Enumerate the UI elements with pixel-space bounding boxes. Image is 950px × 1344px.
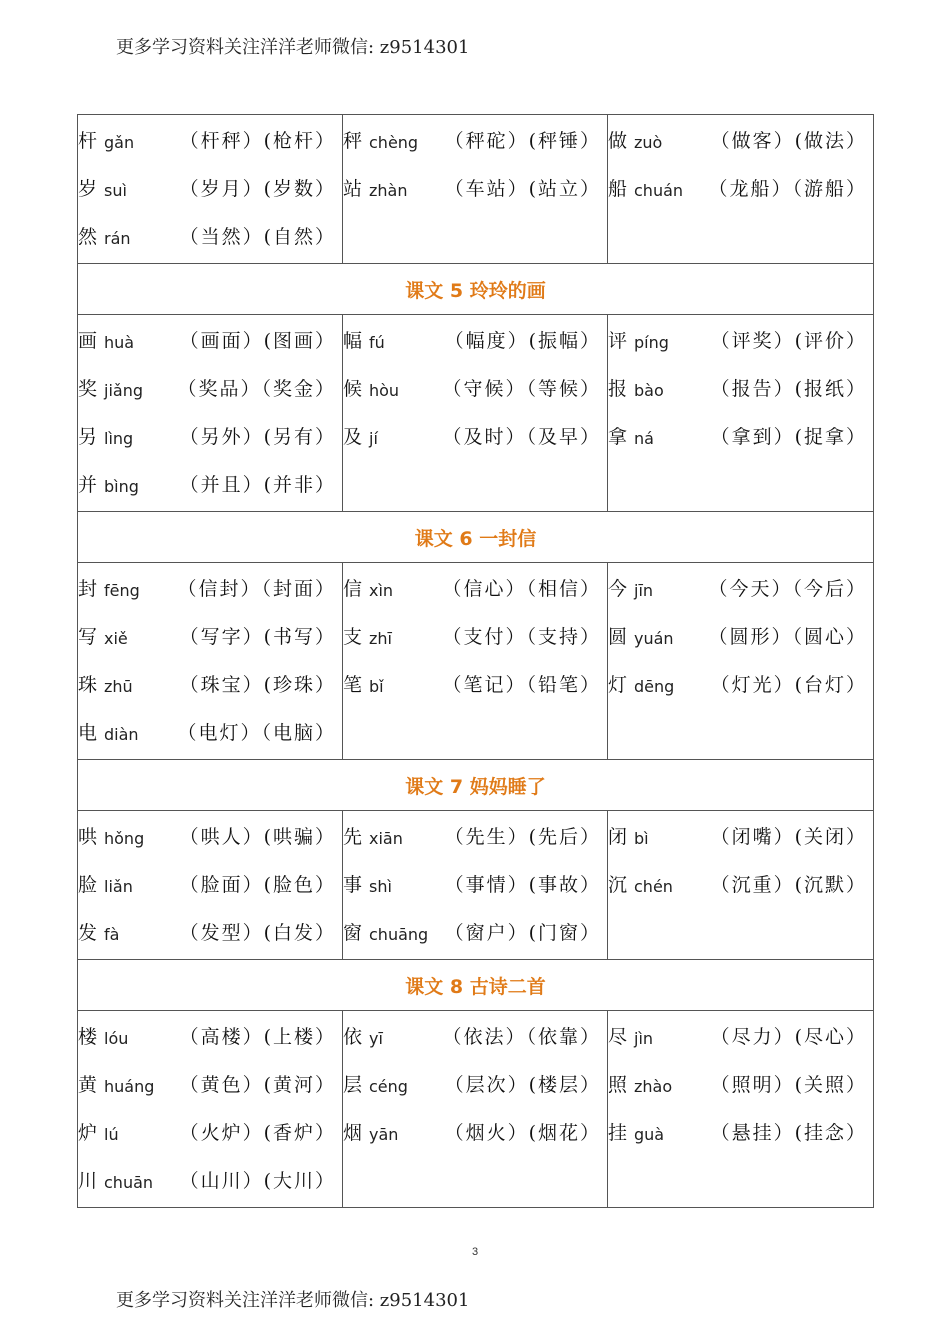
vocab-pinyin: lìng <box>104 428 134 448</box>
vocab-words: （哄人）(哄骗） <box>179 825 336 848</box>
lesson-5-col-2 <box>343 315 608 512</box>
lesson-7-row <box>78 811 874 960</box>
vocab-words: （秤砣）(秤锤） <box>444 129 601 152</box>
vocab-entry <box>343 659 607 707</box>
vocab-pinyin: lóu <box>104 1028 129 1048</box>
vocab-pinyin: huáng <box>104 1076 155 1096</box>
vocab-character: 灯 <box>608 673 628 696</box>
vocab-entry <box>78 1011 342 1059</box>
vocab-entry <box>608 1011 873 1059</box>
vocab-pinyin: zhào <box>634 1076 673 1096</box>
vocab-words: （发型）(白发） <box>179 921 336 944</box>
vocab-words: （珠宝）(珍珠） <box>179 673 336 696</box>
vocab-pinyin: xiān <box>369 828 403 848</box>
vocab-pinyin: dēng <box>634 676 675 696</box>
vocab-pinyin: zhī <box>369 628 392 648</box>
vocab-pinyin: chuāng <box>369 924 429 944</box>
vocab-entry <box>78 611 342 659</box>
vocab-entry <box>343 859 607 907</box>
vocab-character: 照 <box>608 1073 628 1096</box>
vocab-pinyin: hòu <box>369 380 400 400</box>
lesson-8-col-3 <box>608 1011 874 1208</box>
vocab-pinyin: chuán <box>634 180 684 200</box>
vocab-words: （画面）(图画） <box>179 329 336 352</box>
vocab-words: （及时）（及早） <box>442 425 601 448</box>
vocab-entry <box>343 1107 607 1155</box>
vocab-pinyin: chuān <box>104 1172 154 1192</box>
vocab-entry <box>343 907 607 955</box>
vocab-entry <box>78 1059 342 1107</box>
vocab-character: 报 <box>608 377 628 400</box>
vocab-words: （笔记）（铅笔） <box>442 673 601 696</box>
vocab-character: 哄 <box>78 825 98 848</box>
lesson-7-col-2 <box>343 811 608 960</box>
vocab-character: 船 <box>608 177 628 200</box>
vocab-pinyin: jí <box>369 428 378 448</box>
vocab-entry <box>78 1107 342 1155</box>
vocab-words: （层次）(楼层） <box>444 1073 601 1096</box>
vocab-words: （车站）(站立） <box>444 177 601 200</box>
section-1-col-2 <box>343 115 608 264</box>
vocab-pinyin: suì <box>104 180 127 200</box>
lesson-5-title: 课文 5 玲玲的画 <box>78 264 874 315</box>
vocab-character: 岁 <box>78 177 98 200</box>
header-note: 更多学习资料关注洋洋老师微信: z9514301 <box>116 37 470 58</box>
vocab-character: 楼 <box>78 1025 98 1048</box>
vocab-entry <box>78 163 342 211</box>
vocab-entry <box>343 315 607 363</box>
lesson-8-row <box>78 1011 874 1208</box>
lesson-6-row <box>78 563 874 760</box>
vocab-words: （沉重）(沉默） <box>710 873 867 896</box>
page-number: 3 <box>471 1246 479 1258</box>
vocab-entry <box>343 411 607 459</box>
vocab-character: 秤 <box>343 129 363 152</box>
vocab-entry <box>608 115 873 163</box>
vocab-entry <box>78 363 342 411</box>
vocab-entry <box>343 163 607 211</box>
vocab-pinyin: guà <box>634 1124 665 1144</box>
vocab-character: 依 <box>343 1025 363 1048</box>
vocab-entry <box>78 859 342 907</box>
vocab-character: 候 <box>343 377 363 400</box>
vocab-character: 炉 <box>78 1121 98 1144</box>
vocab-character: 脸 <box>78 873 98 896</box>
vocab-entry <box>608 811 873 859</box>
vocab-pinyin: chèng <box>369 132 419 152</box>
vocab-words: （高楼）(上楼） <box>179 1025 336 1048</box>
vocab-words: （依法）（依靠） <box>442 1025 601 1048</box>
vocab-words: （圆形）（圆心） <box>708 625 867 648</box>
vocab-pinyin: zhū <box>104 676 133 696</box>
lesson-6-header <box>78 512 874 563</box>
vocab-entry <box>78 811 342 859</box>
vocab-pinyin: bǐ <box>369 676 384 696</box>
vocab-words: （信心）（相信） <box>442 577 601 600</box>
vocab-entry <box>343 1059 607 1107</box>
vocab-pinyin: yī <box>369 1028 383 1048</box>
vocab-entry <box>78 211 342 259</box>
lesson-6-col-3 <box>608 563 874 760</box>
vocab-character: 支 <box>343 625 363 648</box>
vocab-words: （悬挂）(挂念） <box>710 1121 867 1144</box>
vocab-character: 发 <box>78 921 98 944</box>
vocab-entry <box>608 1107 873 1155</box>
vocab-character: 并 <box>78 473 98 496</box>
vocab-pinyin: jīn <box>634 580 654 600</box>
vocab-character: 及 <box>343 425 363 448</box>
vocab-words: （写字）(书写） <box>179 625 336 648</box>
vocab-words: （龙船）（游船） <box>708 177 867 200</box>
vocab-pinyin: zuò <box>634 132 663 152</box>
vocab-pinyin: chén <box>634 876 673 896</box>
vocab-words: （电灯）（电脑） <box>177 721 336 744</box>
vocab-character: 另 <box>78 425 98 448</box>
vocab-entry <box>608 859 873 907</box>
lesson-5-header <box>78 264 874 315</box>
vocab-pinyin: gǎn <box>104 132 135 152</box>
vocab-words: （并且）(并非） <box>179 473 336 496</box>
vocab-entry <box>78 563 342 611</box>
vocab-character: 黄 <box>78 1073 98 1096</box>
vocab-entry <box>608 563 873 611</box>
vocab-words: （评奖）(评价） <box>710 329 867 352</box>
vocab-character: 层 <box>343 1073 363 1096</box>
lesson-6-col-1 <box>78 563 343 760</box>
vocab-pinyin: bì <box>634 828 649 848</box>
vocab-character: 窗 <box>343 921 363 944</box>
vocab-words: （闭嘴）(关闭） <box>710 825 867 848</box>
vocab-character: 珠 <box>78 673 98 696</box>
vocab-words: （黄色）(黄河） <box>179 1073 336 1096</box>
vocab-entry <box>343 811 607 859</box>
vocab-pinyin: céng <box>369 1076 408 1096</box>
vocab-character: 圆 <box>608 625 628 648</box>
vocab-entry <box>343 563 607 611</box>
lesson-7-title: 课文 7 妈妈睡了 <box>78 760 874 811</box>
vocab-entry <box>78 411 342 459</box>
vocab-character: 评 <box>608 329 628 352</box>
vocab-character: 今 <box>608 577 628 600</box>
vocab-words: （幅度）(振幅） <box>444 329 601 352</box>
lesson-8-header <box>78 960 874 1011</box>
vocab-words: （拿到）(捉拿） <box>710 425 867 448</box>
vocab-pinyin: xiě <box>104 628 128 648</box>
vocab-pinyin: diàn <box>104 724 139 744</box>
vocab-words: （灯光）(台灯） <box>710 673 867 696</box>
section-1-col-1 <box>78 115 343 264</box>
lesson-7-header <box>78 760 874 811</box>
vocab-words: （窗户）(门窗） <box>444 921 601 944</box>
vocab-words: （事情）(事故） <box>444 873 601 896</box>
vocab-words: （烟火）(烟花） <box>444 1121 601 1144</box>
vocab-pinyin: fēng <box>104 580 140 600</box>
vocab-entry <box>343 1011 607 1059</box>
vocab-character: 信 <box>343 577 363 600</box>
vocab-pinyin: fú <box>369 332 385 352</box>
vocab-words: （做客）(做法） <box>710 129 867 152</box>
vocab-words: （杆秤）(枪杆） <box>179 129 336 152</box>
vocab-entry <box>608 363 873 411</box>
vocab-words: （山川）(大川） <box>179 1169 336 1192</box>
vocab-character: 尽 <box>608 1025 628 1048</box>
vocab-words: （先生）(先后） <box>444 825 601 848</box>
vocab-words: （照明）(关照） <box>710 1073 867 1096</box>
vocab-character: 沉 <box>608 873 628 896</box>
vocab-entry <box>78 459 342 507</box>
lesson-8-col-2 <box>343 1011 608 1208</box>
lesson-6-title: 课文 6 一封信 <box>78 512 874 563</box>
vocab-pinyin: rán <box>104 228 131 248</box>
vocab-words: （今天）（今后） <box>708 577 867 600</box>
vocab-character: 事 <box>343 873 363 896</box>
vocab-words: （火炉）(香炉） <box>179 1121 336 1144</box>
vocab-pinyin: xìn <box>369 580 394 600</box>
vocab-pinyin: liǎn <box>104 876 133 896</box>
vocab-pinyin: shì <box>369 876 392 896</box>
vocab-pinyin: zhàn <box>369 180 408 200</box>
vocab-character: 烟 <box>343 1121 363 1144</box>
lesson-5-row <box>78 315 874 512</box>
vocab-character: 川 <box>78 1169 98 1192</box>
vocab-entry <box>78 659 342 707</box>
vocab-entry <box>343 363 607 411</box>
vocab-entry <box>608 611 873 659</box>
lesson-6-col-2 <box>343 563 608 760</box>
vocab-words: （奖品）（奖金） <box>177 377 336 400</box>
vocab-character: 闭 <box>608 825 628 848</box>
vocab-entry <box>608 1059 873 1107</box>
vocab-entry <box>78 907 342 955</box>
vocab-entry <box>608 315 873 363</box>
vocab-character: 封 <box>78 577 98 600</box>
vocab-pinyin: fà <box>104 924 120 944</box>
vocab-pinyin: lú <box>104 1124 119 1144</box>
vocab-character: 站 <box>343 177 363 200</box>
vocab-character: 杆 <box>78 129 98 152</box>
vocab-pinyin: jìn <box>634 1028 654 1048</box>
footer-note: 更多学习资料关注洋洋老师微信: z9514301 <box>116 1290 470 1311</box>
section-1-row <box>78 115 874 264</box>
vocab-pinyin: yān <box>369 1124 399 1144</box>
vocab-pinyin: ná <box>634 428 654 448</box>
vocab-words: （岁月）(岁数） <box>179 177 336 200</box>
vocab-character: 做 <box>608 129 628 152</box>
lesson-7-col-3 <box>608 811 874 960</box>
vocab-entry <box>78 707 342 755</box>
vocab-pinyin: bào <box>634 380 664 400</box>
vocab-pinyin: yuán <box>634 628 674 648</box>
vocab-words: （信封）（封面） <box>177 577 336 600</box>
vocab-words: （尽力）(尽心） <box>710 1025 867 1048</box>
vocab-pinyin: jiǎng <box>104 380 143 400</box>
vocab-character: 先 <box>343 825 363 848</box>
vocab-character: 画 <box>78 329 98 352</box>
vocab-words: （另外）(另有） <box>179 425 336 448</box>
vocab-entry <box>78 115 342 163</box>
vocab-words: （当然）(自然） <box>179 225 336 248</box>
vocab-pinyin: bìng <box>104 476 139 496</box>
vocab-character: 奖 <box>78 377 98 400</box>
vocab-entry <box>608 163 873 211</box>
lesson-7-col-1 <box>78 811 343 960</box>
vocab-words: （支付）（支持） <box>442 625 601 648</box>
vocab-character: 笔 <box>343 673 363 696</box>
vocab-pinyin: píng <box>634 332 669 352</box>
lesson-8-title: 课文 8 古诗二首 <box>78 960 874 1011</box>
lesson-8-col-1 <box>78 1011 343 1208</box>
lesson-5-col-1 <box>78 315 343 512</box>
vocab-character: 拿 <box>608 425 628 448</box>
vocab-pinyin: huà <box>104 332 135 352</box>
vocab-character: 幅 <box>343 329 363 352</box>
vocab-entry <box>343 115 607 163</box>
vocab-words: （报告）(报纸） <box>710 377 867 400</box>
vocabulary-table <box>77 114 874 1208</box>
vocab-words: （守候）（等候） <box>442 377 601 400</box>
vocab-entry <box>78 1155 342 1203</box>
vocab-entry <box>343 611 607 659</box>
section-1-col-3 <box>608 115 874 264</box>
vocab-character: 写 <box>78 625 98 648</box>
vocab-words: （脸面）(脸色） <box>179 873 336 896</box>
vocab-character: 电 <box>78 721 98 744</box>
vocab-character: 挂 <box>608 1121 628 1144</box>
vocab-entry <box>78 315 342 363</box>
vocab-entry <box>608 411 873 459</box>
lesson-5-col-3 <box>608 315 874 512</box>
vocab-entry <box>608 659 873 707</box>
vocab-character: 然 <box>78 225 98 248</box>
vocab-pinyin: hǒng <box>104 828 145 848</box>
